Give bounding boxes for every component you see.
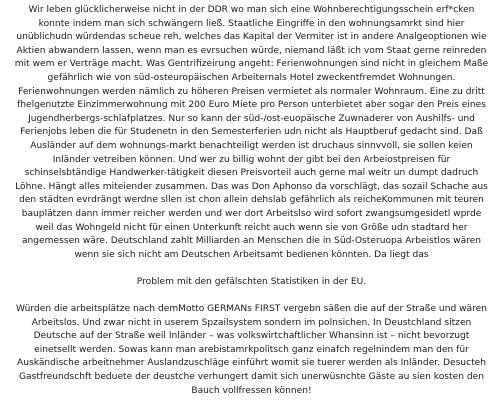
text-line: Ferienwohnungen werden nämlich zu höheren Preisen vermietet als normaler Wohnraum. Eine zu dritt [18, 86, 485, 97]
text-line: Inländer vetreiben können. Und wer zu billig wohnt der gibt bei den Arbeiostpreisen für [52, 154, 451, 165]
text-line: gefährlich wie von süd-osteuropäischen Arbeiternals Hotel zweckentfremdet Wohnungen. [47, 72, 456, 83]
paragraph-2 [6, 303, 497, 398]
paragraph-1 [6, 4, 497, 262]
text-line: Aktien abwandern lassen, wenn man es evrsuchen würde, niemand läßt ich vom Staat gerne reinreden [16, 45, 487, 56]
text-line: bauplätzen dann immer reicher werden und wer dort Arbeitslso wird sofort zwangsumgesidetl wprde [21, 208, 482, 219]
text-line: Wir leben glücklicherweise nicht in der DDR wo man sich eine Wohnberechtigungsschein erf*cken [28, 5, 475, 15]
text-line: Würden die arbeitsplätze nach demMotto GERMANs FIRST vergebn säßen die auf der Straße und wären [15, 304, 488, 315]
text-line: Deutsche auf der Straße weil Inländer – was volkswirtchaftlicher Whansinn ist – nicht bevorzugt [33, 331, 470, 342]
text-line: weil das Wohngeld nicht für einen Unterkunft reicht auch wenn sie von Größe udn stadtard her [35, 222, 468, 233]
text-line: konnte indem man sich schwängern ließ. Staatliche Eingriffe in den wohnungsamrkt sind hier [38, 18, 465, 29]
text-line: mit wem er Verträge macht. Was Gentrifizeirung angeht: Ferienwohnungen sind nicht in gleichem Maße [14, 59, 489, 70]
text-line: fhelgenutzte Einzimmerwohnung mit 200 Euro Miete pro Person unterbietet aber sogar den Preis eines [17, 100, 486, 111]
text-line: Ausländer auf dem wohnungs-markt benachteiligt werden ist druchaus sinnvvoll, sie sollen keien [30, 140, 473, 151]
text-line: den städten evrdrängt werdne sllen ist chon allein dehslab gefährlich als reicheKommunen mit teuren [19, 195, 484, 206]
text-line: einetsellt werden. Sowas kann man arebistamrkpolitsch ganz einafch regelnindem man den für [34, 344, 469, 355]
text-line: schinselsbtändige Handwerker-tätigkeit diesen Preisvorteil auch gerne mal weitr un dumpt dadruch [24, 168, 479, 179]
blank-line [6, 289, 497, 303]
text-line: unüblichudn würdendas scheue reh, welches das Kapital der Vermiter ist in andere Analgeoptionen wie [16, 32, 487, 43]
text-line: Auskändische arbeitnehmer Auslandzuschläge einführt womit sie tuerer werden als Inländer. Desucteh [16, 358, 486, 369]
text-line: Arbeitslos. Und zwar nicht in userem Spzailsystem sondern im polnsichen. In Deustchland sitzen [31, 317, 472, 328]
text-line: Jugendherbergs-schlafplatzes. Nur so kann der süd-/ost-euopäische Zuwnaderer von Aushilfs- und [28, 113, 475, 124]
text-line: Bauch vollfressen können! [191, 385, 312, 396]
blank-line [6, 262, 497, 276]
heading-line: Problem mit den gefälschten Statistiken in der EU. [136, 276, 367, 287]
text-line: Löhne. Hängt alles miteiender zusammen. Das was Don Aphonso da vorschlägt, das sozail Schache aus [15, 181, 488, 192]
text-line: Ferienjobs leben die für Studenetn in den Semesterferien udn nicht als Hauptberuf gedacht sind. Daß [20, 127, 483, 138]
text-line: Gastfreundschft beduete der deustche verhungert damit sich unerwüsnchte Gäste au sien kosten den [18, 372, 484, 383]
text-line: wenn sie sich nicht am Deutschen Arbeitsamt bedienen könnten. Da liegt das [74, 249, 429, 260]
text-line: angemessen wäre. Deutschland zahlt Milliarden an Menschen die in Süd-Osteruopa Arbeistlos wären [21, 236, 482, 247]
